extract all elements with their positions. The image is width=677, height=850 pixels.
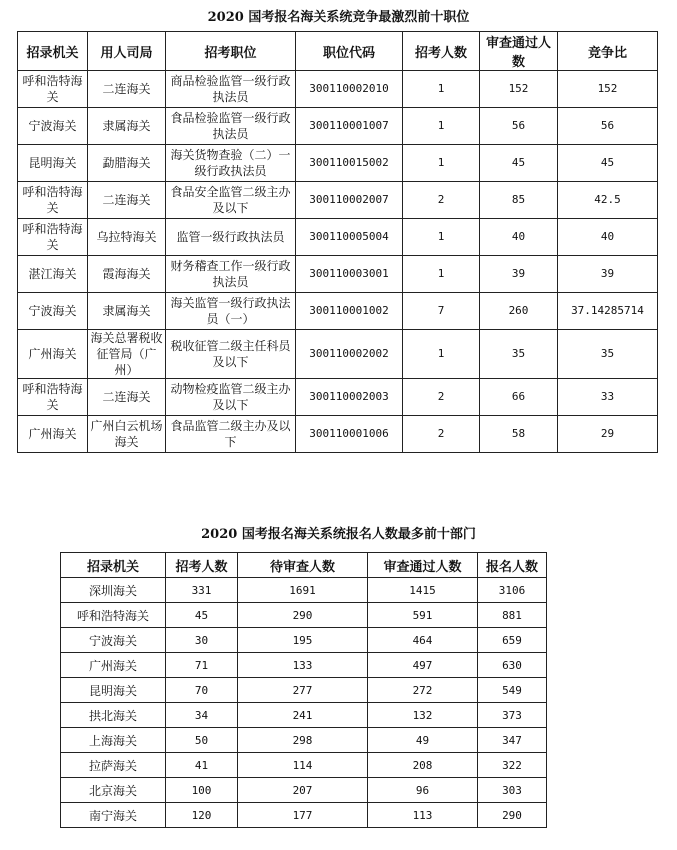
table-cell: 拉萨海关	[61, 753, 166, 778]
header-cell: 招录机关	[61, 553, 166, 578]
table-cell: 45	[166, 603, 238, 628]
table-cell: 2	[403, 182, 480, 219]
table-cell: 昆明海关	[61, 678, 166, 703]
table-cell: 2	[403, 379, 480, 416]
table-row	[61, 703, 547, 728]
table-cell: 96	[368, 778, 478, 803]
table-cell: 二连海关	[88, 379, 166, 416]
table-row	[61, 778, 547, 803]
table-cell: 昆明海关	[18, 145, 88, 182]
table-cell: 881	[478, 603, 547, 628]
table-row	[18, 379, 658, 416]
table-cell: 260	[480, 293, 558, 330]
table-cell: 39	[558, 256, 658, 293]
table-cell: 290	[238, 603, 368, 628]
table-cell: 114	[238, 753, 368, 778]
table-row	[18, 219, 658, 256]
table-cell: 30	[166, 628, 238, 653]
table-cell: 300110005004	[296, 219, 403, 256]
table-cell: 71	[166, 653, 238, 678]
table-cell: 300110002003	[296, 379, 403, 416]
table-cell: 29	[558, 416, 658, 453]
table-row	[61, 653, 547, 678]
table-cell: 广州海关	[61, 653, 166, 678]
table-cell: 1	[403, 71, 480, 108]
table-cell: 动物检疫监管二级主办及以下	[166, 379, 296, 416]
competition-table	[17, 31, 658, 453]
table-cell: 宁波海关	[61, 628, 166, 653]
table-cell: 33	[558, 379, 658, 416]
table-cell: 呼和浩特海关	[18, 71, 88, 108]
table-cell: 37.14285714	[558, 293, 658, 330]
table-cell: 300110003001	[296, 256, 403, 293]
table-cell: 税收征管二级主任科员及以下	[166, 330, 296, 379]
table2-title: 2020 国考报名海关系统报名人数最多前十部门	[201, 527, 476, 542]
header-cell: 审查通过人数	[480, 32, 558, 71]
table-cell: 277	[238, 678, 368, 703]
table-row	[18, 71, 658, 108]
table-cell: 300110001006	[296, 416, 403, 453]
table-cell: 霞海海关	[88, 256, 166, 293]
table-cell: 2	[403, 416, 480, 453]
table-row	[18, 108, 658, 145]
table-cell: 1	[403, 330, 480, 379]
table-cell: 630	[478, 653, 547, 678]
table-cell: 1415	[368, 578, 478, 603]
table-cell: 拱北海关	[61, 703, 166, 728]
table-row	[61, 803, 547, 828]
table-cell: 南宁海关	[61, 803, 166, 828]
table-row	[61, 753, 547, 778]
table-cell: 464	[368, 628, 478, 653]
table-cell: 二连海关	[88, 71, 166, 108]
table-cell: 隶属海关	[88, 108, 166, 145]
table-cell: 呼和浩特海关	[18, 219, 88, 256]
table-cell: 300110015002	[296, 145, 403, 182]
table-cell: 300110002010	[296, 71, 403, 108]
header-cell: 招考人数	[166, 553, 238, 578]
table-cell: 497	[368, 653, 478, 678]
table-cell: 3106	[478, 578, 547, 603]
table-cell: 1691	[238, 578, 368, 603]
table-cell: 56	[558, 108, 658, 145]
table-cell: 207	[238, 778, 368, 803]
table-cell: 303	[478, 778, 547, 803]
table-cell: 49	[368, 728, 478, 753]
table-cell: 隶属海关	[88, 293, 166, 330]
table-row	[61, 578, 547, 603]
table-cell: 300110002002	[296, 330, 403, 379]
table-cell: 85	[480, 182, 558, 219]
table-cell: 1	[403, 256, 480, 293]
table-cell: 300110001007	[296, 108, 403, 145]
header-cell: 职位代码	[296, 32, 403, 71]
table-header-row	[18, 32, 658, 71]
table-cell: 152	[480, 71, 558, 108]
table-row	[61, 728, 547, 753]
table-cell: 呼和浩特海关	[18, 182, 88, 219]
table-row	[61, 678, 547, 703]
table-cell: 呼和浩特海关	[18, 379, 88, 416]
table-cell: 373	[478, 703, 547, 728]
table-cell: 58	[480, 416, 558, 453]
table-cell: 100	[166, 778, 238, 803]
table-row	[18, 182, 658, 219]
table-row	[18, 145, 658, 182]
table-cell: 食品安全监管二级主办及以下	[166, 182, 296, 219]
table-cell: 勐腊海关	[88, 145, 166, 182]
table-cell: 食品检验监管一级行政执法员	[166, 108, 296, 145]
header-cell: 招录机关	[18, 32, 88, 71]
table-cell: 272	[368, 678, 478, 703]
table-cell: 331	[166, 578, 238, 603]
table-cell: 549	[478, 678, 547, 703]
table-cell: 66	[480, 379, 558, 416]
table-cell: 1	[403, 145, 480, 182]
table-cell: 70	[166, 678, 238, 703]
table-cell: 300110001002	[296, 293, 403, 330]
table-cell: 海关监管一级行政执法员（一）	[166, 293, 296, 330]
table-cell: 298	[238, 728, 368, 753]
table-cell: 财务稽查工作一级行政执法员	[166, 256, 296, 293]
table-cell: 监管一级行政执法员	[166, 219, 296, 256]
table-cell: 591	[368, 603, 478, 628]
table-cell: 45	[558, 145, 658, 182]
table-cell: 35	[480, 330, 558, 379]
table-cell: 40	[480, 219, 558, 256]
table-cell: 56	[480, 108, 558, 145]
table-row	[18, 293, 658, 330]
table-cell: 241	[238, 703, 368, 728]
table-cell: 商品检验监管一级行政执法员	[166, 71, 296, 108]
table-header-row	[61, 553, 547, 578]
table-cell: 食品监管二级主办及以下	[166, 416, 296, 453]
header-cell: 待审查人数	[238, 553, 368, 578]
table-cell: 300110002007	[296, 182, 403, 219]
table-cell: 广州海关	[18, 330, 88, 379]
table-cell: 42.5	[558, 182, 658, 219]
table-cell: 广州海关	[18, 416, 88, 453]
table-cell: 45	[480, 145, 558, 182]
table-cell: 宁波海关	[18, 108, 88, 145]
table-cell: 347	[478, 728, 547, 753]
table-row	[61, 628, 547, 653]
table-cell: 41	[166, 753, 238, 778]
table-cell: 宁波海关	[18, 293, 88, 330]
table-cell: 二连海关	[88, 182, 166, 219]
table-row	[18, 256, 658, 293]
table-cell: 290	[478, 803, 547, 828]
table1-title: 2020 国考报名海关系统竞争最激烈前十职位	[207, 10, 470, 25]
table-cell: 40	[558, 219, 658, 256]
header-cell: 用人司局	[88, 32, 166, 71]
table-cell: 1	[403, 219, 480, 256]
header-cell: 报名人数	[478, 553, 547, 578]
table-cell: 208	[368, 753, 478, 778]
table-cell: 海关总署税收征管局（广州）	[88, 330, 166, 379]
table-cell: 195	[238, 628, 368, 653]
table-cell: 广州白云机场海关	[88, 416, 166, 453]
header-cell: 招考职位	[166, 32, 296, 71]
table-cell: 海关货物查验（二）一级行政执法员	[166, 145, 296, 182]
table-cell: 659	[478, 628, 547, 653]
table-cell: 北京海关	[61, 778, 166, 803]
table-cell: 132	[368, 703, 478, 728]
table-cell: 7	[403, 293, 480, 330]
table-cell: 乌拉特海关	[88, 219, 166, 256]
table-cell: 120	[166, 803, 238, 828]
table-row	[18, 330, 658, 379]
table-cell: 152	[558, 71, 658, 108]
header-cell: 竞争比	[558, 32, 658, 71]
table-cell: 湛江海关	[18, 256, 88, 293]
table-cell: 50	[166, 728, 238, 753]
table-row	[18, 416, 658, 453]
header-cell: 审查通过人数	[368, 553, 478, 578]
table-cell: 呼和浩特海关	[61, 603, 166, 628]
table-cell: 39	[480, 256, 558, 293]
applicants-table	[60, 552, 547, 828]
table-cell: 34	[166, 703, 238, 728]
table-row	[61, 603, 547, 628]
table-cell: 133	[238, 653, 368, 678]
table-cell: 35	[558, 330, 658, 379]
table-cell: 上海海关	[61, 728, 166, 753]
table-cell: 1	[403, 108, 480, 145]
header-cell: 招考人数	[403, 32, 480, 71]
table-cell: 113	[368, 803, 478, 828]
table-cell: 深圳海关	[61, 578, 166, 603]
table-cell: 322	[478, 753, 547, 778]
table-cell: 177	[238, 803, 368, 828]
